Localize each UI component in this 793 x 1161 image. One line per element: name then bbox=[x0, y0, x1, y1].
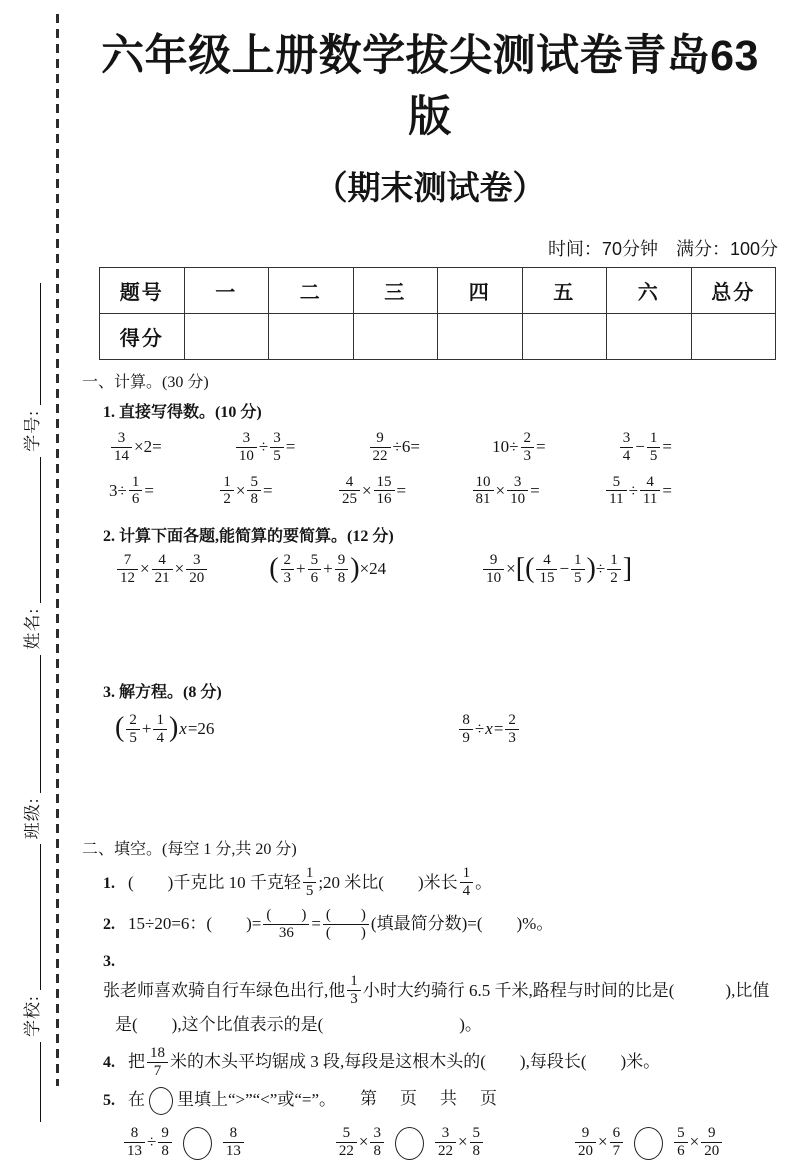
comparison-circle bbox=[634, 1127, 663, 1160]
top-blank-line bbox=[40, 283, 41, 405]
math-expression: $\frac{5}{22}$ × $\frac{3}{8}$ $\frac{3}{22}$ × $\frac{5}{8}$ bbox=[334, 1126, 485, 1161]
score-table-col-6: 六 bbox=[607, 268, 692, 314]
section-1-heading: 一、计算。(30 分) bbox=[82, 374, 209, 391]
item-number: 2. bbox=[103, 916, 115, 934]
class-field-label: 班级: bbox=[22, 797, 42, 840]
score-table-col-5: 五 bbox=[522, 268, 607, 314]
name-field-label: 姓名: bbox=[22, 607, 42, 650]
equation-row bbox=[80, 713, 780, 748]
score-cell-empty bbox=[184, 314, 269, 360]
direct-calc-row-2 bbox=[80, 475, 780, 510]
comparison-circle bbox=[395, 1127, 424, 1160]
math-expression: ( $\frac{2}{5}$ + $\frac{1}{4}$ )x=26 bbox=[115, 711, 215, 746]
main-content bbox=[80, 0, 780, 1161]
page-subtitle: （期末测试卷） bbox=[314, 169, 546, 206]
fill-item-text: ( )千克比 10 千克轻 $\frac{1}{5}$ ;20 米比( )米长 $\frac{1}{4}$ 。 bbox=[128, 865, 493, 900]
math-expression: $\frac{5}{11}$ ÷ $\frac{4}{11}$ = bbox=[604, 475, 672, 510]
score-cell-empty bbox=[353, 314, 438, 360]
comparison-circle bbox=[183, 1127, 212, 1160]
simplify-calc-row bbox=[80, 553, 780, 588]
fill-item-line bbox=[103, 1046, 780, 1081]
fill-item-text: 把 $\frac{18}{7}$ 米的木头平均锯成 3 段,每段是这根木头的( ),每段长( )米。 bbox=[128, 1044, 661, 1079]
exam-time-and-score-info: 时间：70分钟 满分：100分 bbox=[547, 239, 778, 259]
score-cell-empty bbox=[269, 314, 354, 360]
fill-item-text: 张老师喜欢骑自行车绿色出行,他 $\frac{1}{3}$ 小时大约骑行 6.5 千米,路程与时间的比是( ),比值 bbox=[103, 973, 770, 1008]
work-space bbox=[80, 588, 780, 672]
math-expression: $\frac{4}{25}$ × $\frac{15}{16}$ = bbox=[337, 475, 406, 510]
seal-dashed-line bbox=[56, 14, 59, 1086]
score-table-col-total: 总分 bbox=[691, 268, 776, 314]
fill-item-text: 15÷20=6：( )= $\frac{( )}{36}$ = $\frac{( )}{( )}$ (填最简分数)=( )%。 bbox=[128, 906, 554, 941]
math-expression: $\frac{8}{13}$ ÷ $\frac{9}{8}$ $\frac{8}{13}$ bbox=[122, 1126, 246, 1161]
comparison-row bbox=[122, 1126, 780, 1161]
score-cell-empty bbox=[607, 314, 692, 360]
class-blank-line bbox=[40, 844, 41, 990]
score-table-col-3: 三 bbox=[353, 268, 438, 314]
score-cell-empty bbox=[691, 314, 776, 360]
math-expression: 10÷ $\frac{2}{3}$ = bbox=[492, 430, 546, 464]
work-space bbox=[80, 747, 780, 827]
score-table-col-2: 二 bbox=[269, 268, 354, 314]
math-expression: $\frac{3}{14}$ ×2= bbox=[109, 431, 162, 466]
score-table-col-4: 四 bbox=[438, 268, 523, 314]
math-expression: $\frac{8}{9}$ ÷x= $\frac{2}{3}$ bbox=[457, 713, 520, 748]
fill-item-line bbox=[103, 866, 780, 901]
student-number-blank-line bbox=[40, 457, 41, 603]
math-expression: $\frac{7}{12}$ × $\frac{4}{21}$ × $\frac{3}{20}$ bbox=[115, 553, 209, 588]
score-row-label: 得分 bbox=[100, 314, 185, 360]
math-expression: $\frac{1}{2}$ × $\frac{5}{8}$ = bbox=[218, 475, 272, 510]
fill-item-4 bbox=[103, 1046, 780, 1081]
item-number: 1. bbox=[103, 874, 115, 892]
fill-item-line bbox=[103, 950, 780, 1009]
score-table-col-1: 一 bbox=[184, 268, 269, 314]
direct-calc-row-1 bbox=[80, 431, 780, 466]
score-cell-empty bbox=[438, 314, 523, 360]
name-blank-line bbox=[40, 655, 41, 793]
fill-item-1 bbox=[103, 866, 780, 901]
score-table bbox=[99, 267, 776, 360]
page-title: 六年级上册数学拔尖测试卷青岛63版 bbox=[101, 32, 759, 141]
math-expression: $\frac{9}{22}$ ÷6= bbox=[368, 431, 420, 466]
score-table-corner-cell: 题号 bbox=[100, 268, 185, 314]
math-expression: $\frac{9}{10}$ ×[( $\frac{4}{15}$ − $\frac{1}{5}$ )÷ $\frac{1}{2}$ ] bbox=[481, 553, 632, 588]
item-number: 5. bbox=[103, 1092, 115, 1110]
seal-line-sidebar bbox=[12, 80, 48, 1122]
school-field-label: 学校: bbox=[22, 995, 42, 1037]
fill-item-3 bbox=[103, 950, 780, 1039]
subsection-1-2-heading: 2. 计算下面各题,能简算的要简算。(12 分) bbox=[103, 528, 394, 546]
school-blank-line bbox=[40, 1042, 41, 1122]
fill-item-line bbox=[103, 1012, 780, 1039]
math-expression: $\frac{9}{20}$ × $\frac{6}{7}$ $\frac{5}{6}$ × $\frac{9}{20}$ bbox=[573, 1126, 724, 1161]
item-number: 3. bbox=[103, 952, 115, 970]
math-expression: $\frac{3}{4}$ − $\frac{1}{5}$ = bbox=[618, 431, 672, 466]
subsection-1-1-heading: 1. 直接写得数。(10 分) bbox=[103, 404, 262, 421]
score-cell-empty bbox=[522, 314, 607, 360]
fill-item-2 bbox=[103, 908, 780, 943]
item-number: 4. bbox=[103, 1053, 115, 1071]
fill-item-text: 是( ),这个比值表示的是( )。 bbox=[115, 1014, 482, 1034]
score-table-score-row bbox=[100, 314, 776, 360]
math-expression: ( $\frac{2}{3}$ + $\frac{5}{6}$ + $\frac{9}{8}$ )×24 bbox=[269, 552, 387, 586]
section-2-heading: 二、填空。(每空 1 分,共 20 分) bbox=[82, 841, 297, 859]
math-expression: $\frac{10}{81}$ × $\frac{3}{10}$ = bbox=[471, 475, 540, 510]
page-footer: 第 页 共 页 bbox=[360, 1089, 500, 1108]
fill-item-text: 在 里填上“>”“<”或“=”。 bbox=[128, 1090, 336, 1109]
student-number-field-label: 学号: bbox=[22, 410, 42, 452]
math-expression: 3÷ $\frac{1}{6}$ = bbox=[109, 473, 154, 508]
score-table-header-row bbox=[100, 268, 776, 314]
subsection-1-3-heading: 3. 解方程。(8 分) bbox=[103, 683, 222, 701]
math-expression: $\frac{3}{10}$ ÷ $\frac{3}{5}$ = bbox=[234, 431, 295, 466]
fill-item-line bbox=[103, 908, 780, 943]
